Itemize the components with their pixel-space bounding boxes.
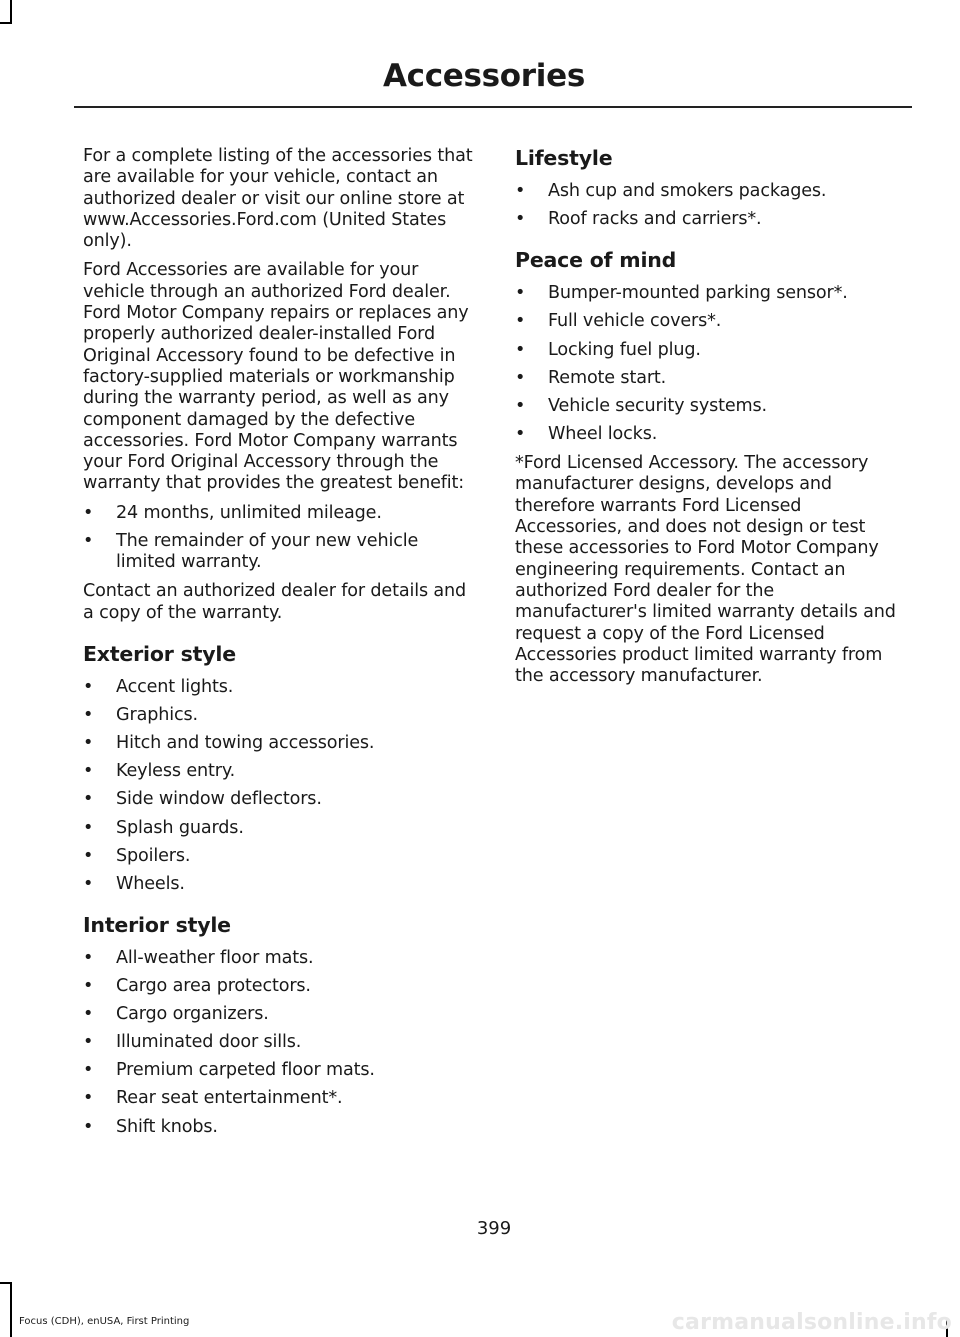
bullet-icon: •: [83, 1088, 94, 1109]
list-item: [515, 209, 911, 230]
bullet-icon: •: [83, 705, 94, 726]
list-item-text: Remote start.: [548, 367, 667, 388]
list-item-text: All-weather floor mats.: [116, 947, 314, 968]
list-item: [83, 1088, 477, 1109]
list-item-text: Cargo area protectors.: [116, 976, 311, 997]
bullet-icon: •: [83, 947, 94, 968]
crop-mark-top-left-horizontal: [0, 22, 12, 24]
list-item: [83, 976, 477, 997]
bullet-icon: •: [83, 761, 94, 782]
exterior-list: [83, 677, 477, 895]
list-item: [83, 761, 477, 782]
bullet-icon: •: [83, 789, 94, 810]
exterior-style-heading: Exterior style: [83, 642, 236, 667]
list-item: [515, 283, 911, 304]
list-item-text: Spoilers.: [116, 845, 191, 866]
list-item: [83, 1060, 477, 1081]
footer-edition: Focus (CDH), enUSA, First Printing: [19, 1316, 190, 1327]
list-item: [515, 340, 911, 361]
list-item-text: Locking fuel plug.: [548, 339, 701, 360]
list-item-text: Shift knobs.: [116, 1116, 218, 1137]
watermark: carmanualsonline.info: [671, 1310, 952, 1335]
crop-mark-top-left-vertical: [10, 0, 12, 24]
list-item: [83, 733, 477, 754]
list-item: [83, 531, 477, 574]
list-item: [515, 396, 911, 417]
list-item-text: Illuminated door sills.: [116, 1032, 302, 1053]
list-item-text: Cargo organizers.: [116, 1004, 269, 1025]
list-item-text: Wheels.: [116, 873, 185, 894]
list-item: [83, 705, 477, 726]
list-item-text: 24 months, unlimited mileage.: [116, 502, 382, 523]
bullet-icon: •: [515, 395, 526, 416]
list-item-text: Ash cup and smokers packages.: [548, 181, 827, 201]
peace-of-mind-heading: Peace of mind: [515, 248, 677, 273]
list-item: [83, 789, 477, 810]
header-divider: [74, 106, 912, 108]
list-item-text: Premium carpeted floor mats.: [116, 1060, 375, 1081]
bullet-icon: •: [83, 817, 94, 838]
list-item: [83, 677, 477, 698]
list-item: [83, 1032, 477, 1053]
list-item-text: Full vehicle covers*.: [548, 311, 722, 332]
bullet-icon: •: [515, 181, 526, 201]
bullet-icon: •: [83, 677, 94, 698]
warranty-paragraph: Ford Accessories are available for your vehicle through an authorized Ford dealer. Ford Motor Company repairs or replaces any properly authorized dealer-installed Ford Original Accessory found to be defective in factory-supplied materials or workmanship during the warranty period, as well as any component damaged by the defective accessories. Ford Motor Company warrants your Ford Original Accessory through the warranty that provides the greatest benefit:: [83, 260, 469, 494]
bullet-icon: •: [83, 1004, 94, 1025]
lifestyle-heading: Lifestyle: [515, 146, 613, 170]
list-item-text: Roof racks and carriers*.: [548, 209, 762, 230]
list-item-text: Vehicle security systems.: [548, 395, 767, 416]
bullet-icon: •: [83, 530, 94, 551]
bullet-icon: •: [515, 423, 526, 444]
bullet-icon: •: [83, 733, 94, 754]
list-item: [515, 424, 911, 445]
list-item-text: The remainder of your new vehicle limited warranty.: [116, 530, 419, 573]
list-item: [83, 846, 477, 867]
crop-mark-bottom-left-horizontal: [0, 1282, 12, 1284]
bullet-icon: •: [83, 976, 94, 997]
page-number: 399: [476, 1218, 512, 1239]
list-item: [515, 181, 911, 202]
list-item-text: Keyless entry.: [116, 761, 236, 782]
list-item-text: Splash guards.: [116, 817, 244, 838]
bullet-icon: •: [515, 339, 526, 360]
crop-mark-bottom-left-vertical: [10, 1282, 12, 1337]
licensed-accessory-note: *Ford Licensed Accessory. The accessory manufacturer designs, develops and therefore warrants Ford Licensed Accessories, and does not design or test these accessories to Ford Motor Company engineering requirements. Contact an authorized Ford dealer for the manufacturer's limited warranty details and request a copy of the Ford Licensed Accessories product limited warranty from the accessory manufacturer.: [515, 453, 896, 687]
list-item: [83, 874, 477, 895]
peace-of-mind-list: [515, 283, 911, 445]
list-item-text: Rear seat entertainment*.: [116, 1088, 343, 1109]
left-column: [83, 146, 477, 1146]
list-item-text: Wheel locks.: [548, 423, 658, 444]
list-item: [83, 503, 477, 524]
interior-style-heading: Interior style: [83, 912, 231, 937]
bullet-icon: •: [83, 873, 94, 894]
list-item-text: Graphics.: [116, 705, 198, 726]
bullet-icon: •: [83, 1060, 94, 1081]
lifestyle-list: [515, 181, 911, 230]
intro-paragraph: For a complete listing of the accessories that are available for your vehicle, contact an authorized dealer or visit our online store at www.Accessories.Ford.com (United States only).: [83, 146, 473, 252]
bullet-icon: •: [515, 283, 526, 304]
contact-paragraph: Contact an authorized dealer for details and a copy of the warranty.: [83, 581, 467, 623]
bullet-icon: •: [83, 1116, 94, 1137]
bullet-icon: •: [83, 1032, 94, 1053]
list-item-text: Side window deflectors.: [116, 789, 322, 810]
list-item: [515, 368, 911, 389]
bullet-icon: •: [515, 209, 526, 230]
list-item: [83, 818, 477, 839]
list-item-text: Hitch and towing accessories.: [116, 733, 375, 754]
interior-list: [83, 948, 477, 1138]
warranty-list: [83, 503, 477, 574]
list-item: [515, 311, 911, 332]
bullet-icon: •: [515, 311, 526, 332]
list-item: [83, 948, 477, 969]
right-column: [515, 146, 911, 695]
bullet-icon: •: [83, 845, 94, 866]
bullet-icon: •: [83, 502, 94, 523]
list-item-text: Accent lights.: [116, 677, 234, 698]
list-item: [83, 1117, 477, 1138]
page-title: Accessories: [382, 58, 585, 94]
list-item: [83, 1004, 477, 1025]
list-item-text: Bumper-mounted parking sensor*.: [548, 283, 848, 304]
bullet-icon: •: [515, 367, 526, 388]
